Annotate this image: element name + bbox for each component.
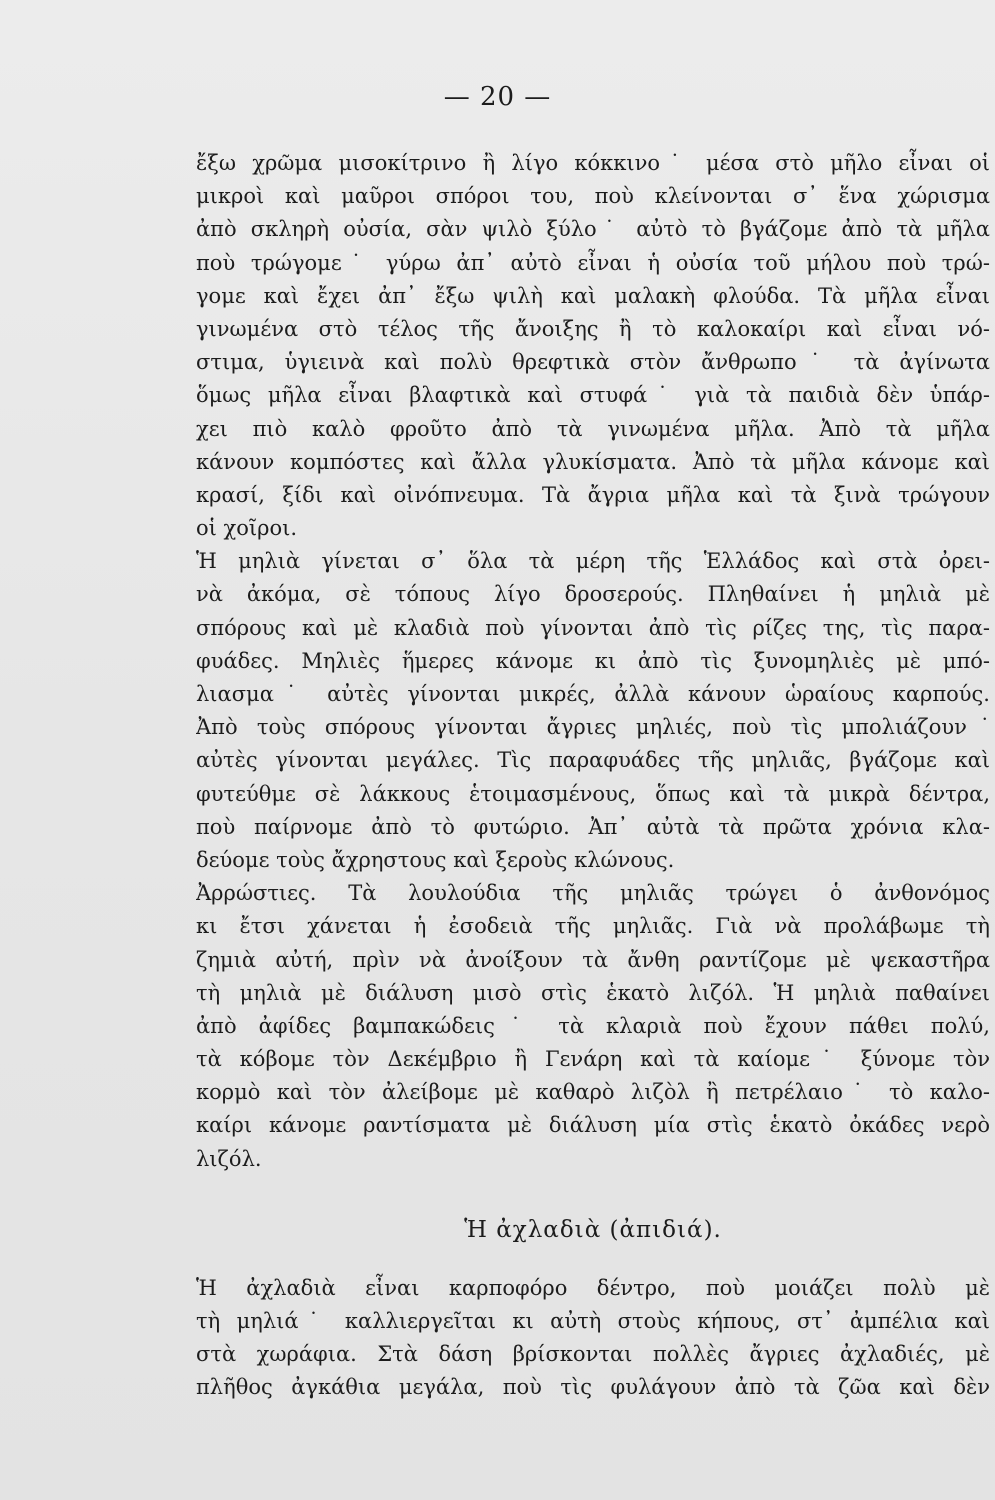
text-line: Ἡ μηλιὰ γίνεται σ᾽ ὅλα τὰ μέρη τῆς Ἑλλάδος καὶ στὰ ὀρει- [196,549,990,574]
text-line: ζημιὰ αὐτή, πρὶν νὰ ἀνοίξουν τὰ ἄνθη ραντίζομε μὲ ψεκαστῆρα [196,947,990,972]
page-number: — 20 — [443,82,552,112]
text-line: κρασί, ξίδι καὶ οἰνόπνευμα. Τὰ ἄγρια μῆλα καὶ τὰ ξινὰ τρώγουν [196,482,990,507]
text-line: χει πιὸ καλὸ φροῦτο ἀπὸ τὰ γινωμένα μῆλα. Ἀπὸ τὰ μῆλα [196,416,990,441]
text-line: ποὺ τρώγομε˙ γύρω ἀπ᾽ αὐτὸ εἶναι ἡ οὐσία τοῦ μήλου ποὺ τρώ- [196,250,990,275]
text-line: νὰ ἀκόμα, σὲ τόπους λίγο δροσερούς. Πληθαίνει ἡ μηλιὰ μὲ [196,582,990,607]
text-line: σπόρους καὶ μὲ κλαδιὰ ποὺ γίνονται ἀπὸ τὶς ρίζες της, τὶς παρα- [196,615,990,640]
text-line: ἔξω χρῶμα μισοκίτρινο ἢ λίγο κόκκινο˙ μέσα στὸ μῆλο εἶναι οἱ [196,151,990,175]
text-line: καίρι κάνομε ραντίσματα μὲ διάλυση μία στὶς ἑκατὸ ὀκάδες νερὸ [196,1113,990,1138]
text-line: τὰ κόβομε τὸν Δεκέμβριο ἢ Γενάρη καὶ τὰ καίομε˙ ξύνομε τὸν [196,1047,990,1072]
text-line: Ἀπὸ τοὺς σπόρους γίνονται ἄγριες μηλιές, ποὺ τὶς μπολιάζουν˙ [196,715,990,740]
text-line: φυτεύθμε σὲ λάκκους ἑτοιμασμένους, ὅπως καὶ τὰ μικρὰ δέντρα, [196,781,990,806]
text-line: φυάδες. Μηλιὲς ἥμερες κάνομε κι ἀπὸ τὶς ξυνομηλιὲς μὲ μπό- [196,648,990,673]
text-line: γομε καὶ ἔχει ἀπ᾽ ἔξω ψιλὴ καὶ μαλακὴ φλούδα. Τὰ μῆλα εἶναι [196,283,990,308]
text-line: οἱ χοῖροι. [196,516,298,541]
text-line: στὰ χωράφια. Στὰ δάση βρίσκονται πολλὲς ἄγριες ἀχλαδιές, μὲ [196,1342,990,1367]
text-line: στιμα, ὑγιεινὰ καὶ πολὺ θρεφτικὰ στὸν ἄνθρωπο˙ τὰ ἀγίνωτα [196,350,990,375]
text-line: κορμὸ καὶ τὸν ἀλείβομε μὲ καθαρὸ λιζὸλ ἢ πετρέλαιο˙ τὸ καλο- [196,1080,990,1105]
text-line: μικροὶ καὶ μαῦροι σπόροι του, ποὺ κλείνονται σ᾽ ἕνα χώρισμα [196,184,990,209]
text-line: κι ἔτσι χάνεται ἡ ἐσοδειὰ τῆς μηλιᾶς. Γιὰ νὰ προλάβωμε τὴ [196,914,990,939]
text-line: Ἡ ἀχλαδιὰ εἶναι καρποφόρο δέντρο, ποὺ μοιάζει πολὺ μὲ [196,1275,990,1300]
text-line: αὐτὲς γίνονται μεγάλες. Τὶς παραφυάδες τῆς μηλιᾶς, βγάζομε καὶ [196,748,990,773]
text-line: ποὺ παίρνομε ἀπὸ τὸ φυτώριο. Ἀπ᾽ αὐτὰ τὰ πρῶτα χρόνια κλα- [196,814,990,839]
text-line: Ἀρρώστιες. Τὰ λουλούδια τῆς μηλιᾶς τρώγει ὁ ἀνθονόμος [196,881,990,906]
text-line: τὴ μηλιά˙ καλλιεργεῖται κι αὐτὴ στοὺς κήπους, στ᾽ ἀμπέλια καὶ [196,1309,990,1333]
text-line: τὴ μηλιὰ μὲ διάλυση μισὸ στὶς ἑκατὸ λιζόλ. Ἡ μηλιὰ παθαίνει [196,980,990,1005]
section-title: Ἡ ἀχλαδιὰ (ἀπιδιά). [464,1216,722,1243]
text-line: δεύομε τοὺς ἄχρηστους καὶ ξεροὺς κλώνους. [196,847,675,872]
text-line: κάνουν κομπόστες καὶ ἄλλα γλυκίσματα. Ἀπὸ τὰ μῆλα κάνομε καὶ [196,449,990,474]
text-line: ὅμως μῆλα εἶναι βλαφτικὰ καὶ στυφά˙ γιὰ τὰ παιδιὰ δὲν ὑπάρ- [196,383,990,408]
text-line: ἀπὸ σκληρὴ οὐσία, σὰν ψιλὸ ξύλο˙ αὐτὸ τὸ βγάζομε ἀπὸ τὰ μῆλα [196,217,990,242]
text-line: πλῆθος ἀγκάθια μεγάλα, ποὺ τὶς φυλάγουν ἀπὸ τὰ ζῶα καὶ δὲν [196,1375,990,1400]
text-line: λιζόλ. [196,1146,262,1171]
text-line: ἀπὸ ἀφίδες βαμπακώδεις˙ τὰ κλαριὰ ποὺ ἔχουν πάθει πολύ, [196,1013,990,1038]
body-text [196,147,990,1405]
text-line: γινωμένα στὸ τέλος τῆς ἄνοιξης ἢ τὸ καλοκαίρι καὶ εἶναι νό- [196,316,990,341]
text-line: λιασμα˙ αὐτὲς γίνονται μικρές, ἀλλὰ κάνουν ὡραίους καρπούς. [196,682,990,706]
